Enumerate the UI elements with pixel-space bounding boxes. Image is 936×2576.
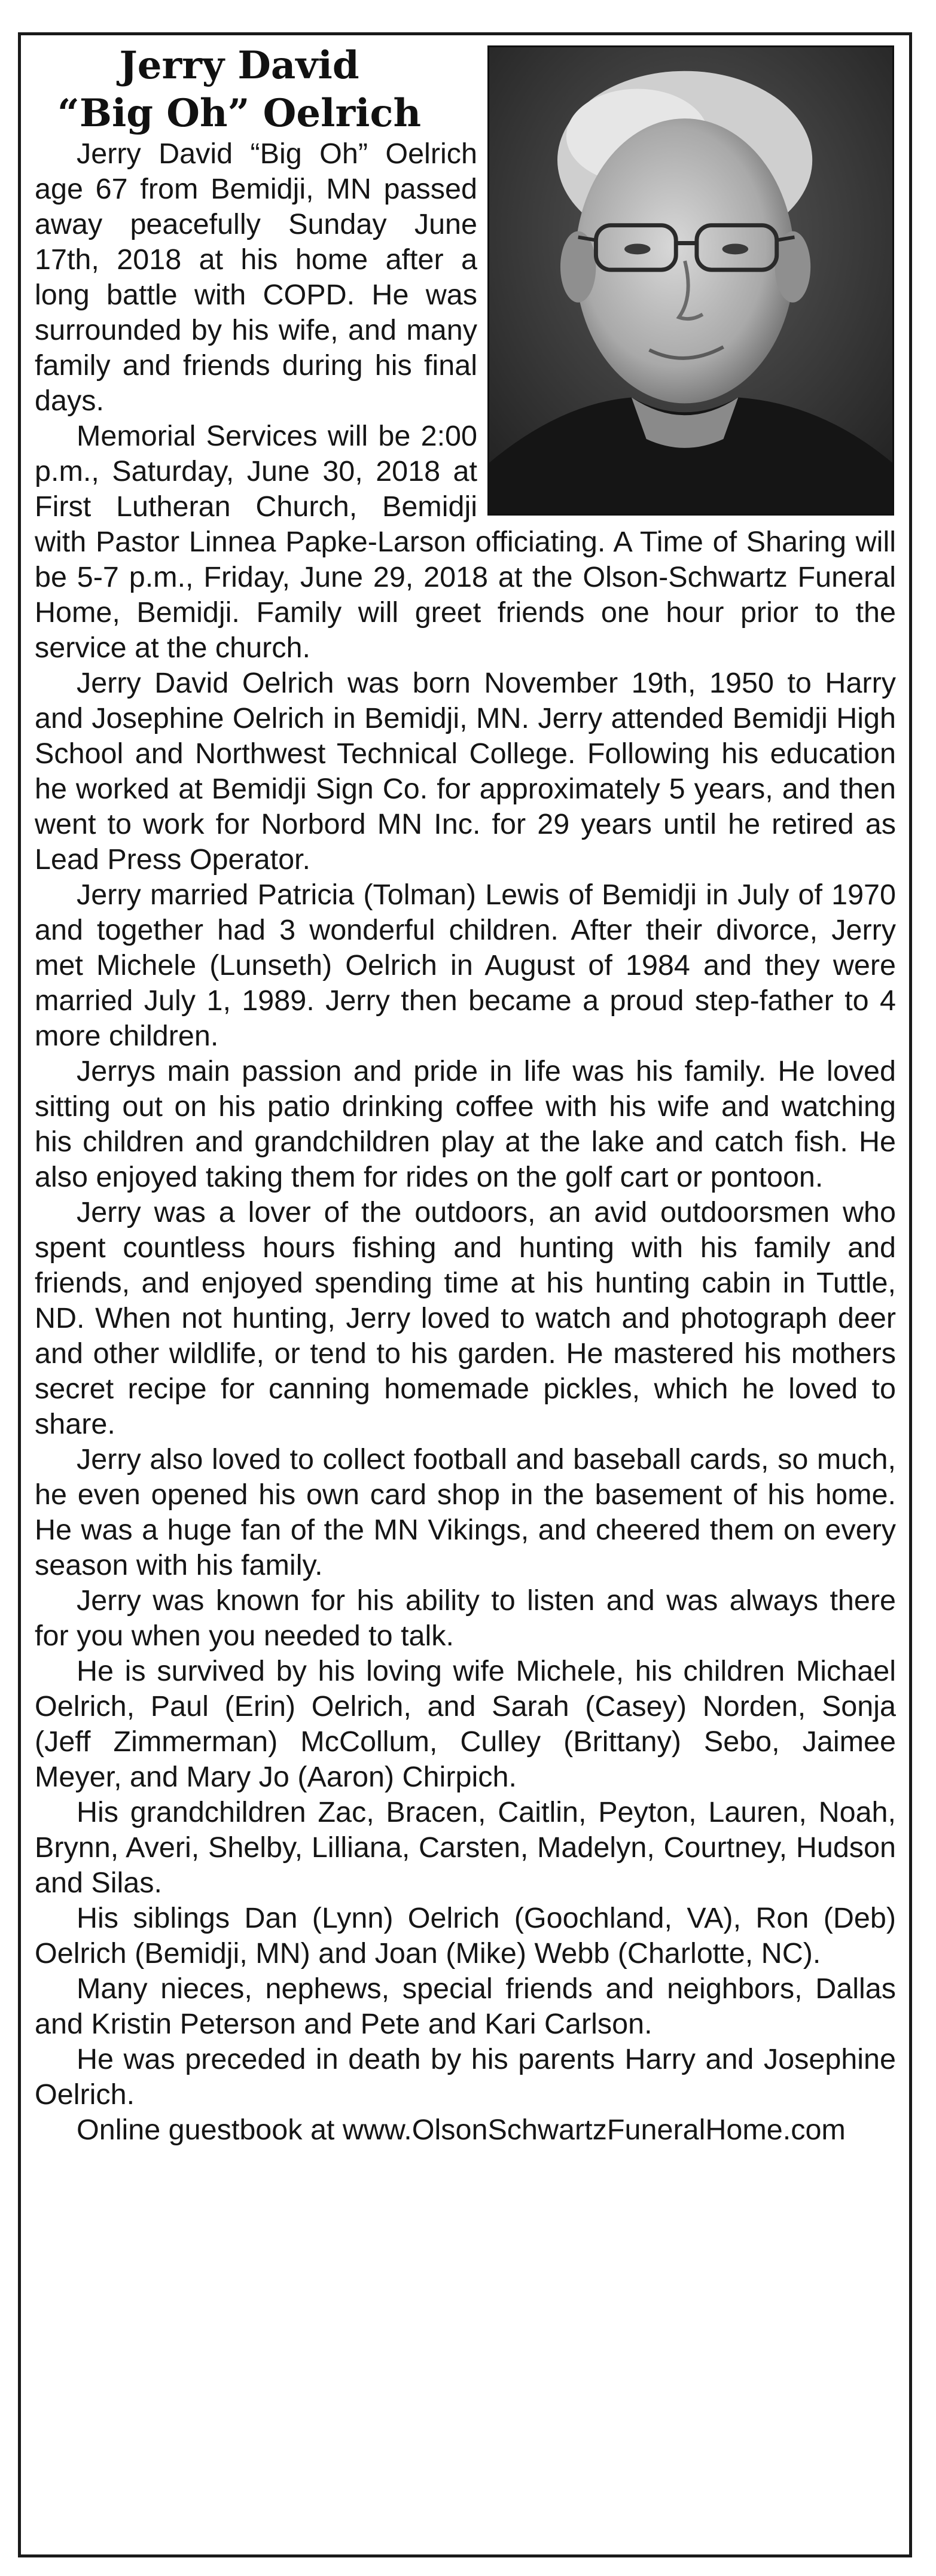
- paragraph-survived-by: He is survived by his loving wife Michele, his children Michael Oelrich, Paul (Erin) Oelrich, and Sarah (Casey) Norden, Sonja (Jeff Zimmerman) McCollum, Culley (Brittany) Sebo, Jaimee Meyer, and Mary Jo (Aaron) Chirpich.: [35, 1655, 896, 1793]
- photo-wrap-spacer: [477, 136, 896, 524]
- paragraph-siblings: His siblings Dan (Lynn) Oelrich (Goochland, VA), Ron (Deb) Oelrich (Bemidji, MN) and Joan (Mike) Webb (Charlotte, NC).: [35, 1902, 896, 1970]
- obituary-title-line-2: “Big Oh” Oelrich: [57, 91, 421, 136]
- paragraph-memorial-services: Memorial Services will be 2:00 p.m., Saturday, June 30, 2018 at First Lutheran Church, Bemidji with Pastor Linnea Papke-Larson officiating. A Time of Sharing will be 5-7 p.m., Friday, June 29, 2018 at the Olson-Schwartz Funeral Home, Bemidji. Family will greet friends one hour prior to the service at the church.: [35, 420, 896, 664]
- paragraph-early-life: Jerry David Oelrich was born November 19th, 1950 to Harry and Josephine Oelrich in Bemidji, MN. Jerry attended Bemidji High School and Northwest Technical College. Following his education he worked at Bemidji Sign Co. for approximately 5 years, and then went to work for Norbord MN Inc. for 29 years until he retired as Lead Press Operator.: [35, 667, 896, 876]
- paragraph-outdoors: Jerry was a lover of the outdoors, an avid outdoorsmen who spent countless hours fishing and hunting with his family and friends, and enjoyed spending time at his hunting cabin in Tuttle, ND. When not hunting, Jerry loved to watch and photograph deer and other wildlife, or tend to his garden. He mastered his mothers secret recipe for canning homemade pickles, which he loved to share.: [35, 1196, 896, 1440]
- paragraph-cards-vikings: Jerry also loved to collect football and baseball cards, so much, he even opened his own card shop in the basement of his home. He was a huge fan of the MN Vikings, and cheered them on every season with his family.: [35, 1443, 896, 1581]
- paragraph-nieces-nephews: Many nieces, nephews, special friends and neighbors, Dallas and Kristin Peterson and Pete and Kari Carlson.: [35, 1973, 896, 2040]
- paragraph-marriage: Jerry married Patricia (Tolman) Lewis of Bemidji in July of 1970 and together had 3 wonderful children. After their divorce, Jerry met Michele (Lunseth) Oelrich in August of 1984 and they were married July 1, 1989. Jerry then became a proud step-father to 4 more children.: [35, 879, 896, 1052]
- paragraph-guestbook: Online guestbook at www.OlsonSchwartzFuneralHome.com: [77, 2114, 846, 2146]
- paragraph-family-passion: Jerrys main passion and pride in life was his family. He loved sitting out on his patio drinking coffee with his wife and watching his children and grandchildren play at the lake and catch fish. He also enjoyed taking them for rides on the golf cart or pontoon.: [35, 1055, 896, 1193]
- paragraph-grandchildren: His grandchildren Zac, Bracen, Caitlin, Peyton, Lauren, Noah, Brynn, Averi, Shelby, Lilliana, Carsten, Madelyn, Courtney, Hudson and Silas.: [35, 1796, 896, 1899]
- obituary-body: [35, 136, 896, 2148]
- paragraph-listener: Jerry was known for his ability to listen and was always there for you when you needed to talk.: [35, 1584, 896, 1652]
- paragraph-preceded-in-death: He was preceded in death by his parents Harry and Josephine Oelrich.: [35, 2043, 896, 2111]
- paragraph-intro: Jerry David “Big Oh” Oelrich age 67 from Bemidji, MN passed away peacefully Sunday June 17th, 2018 at his home after a long battle with COPD. He was surrounded by his wife, and many family and friends during his final days.: [35, 138, 477, 417]
- obituary-title-line-1: Jerry David: [119, 43, 359, 88]
